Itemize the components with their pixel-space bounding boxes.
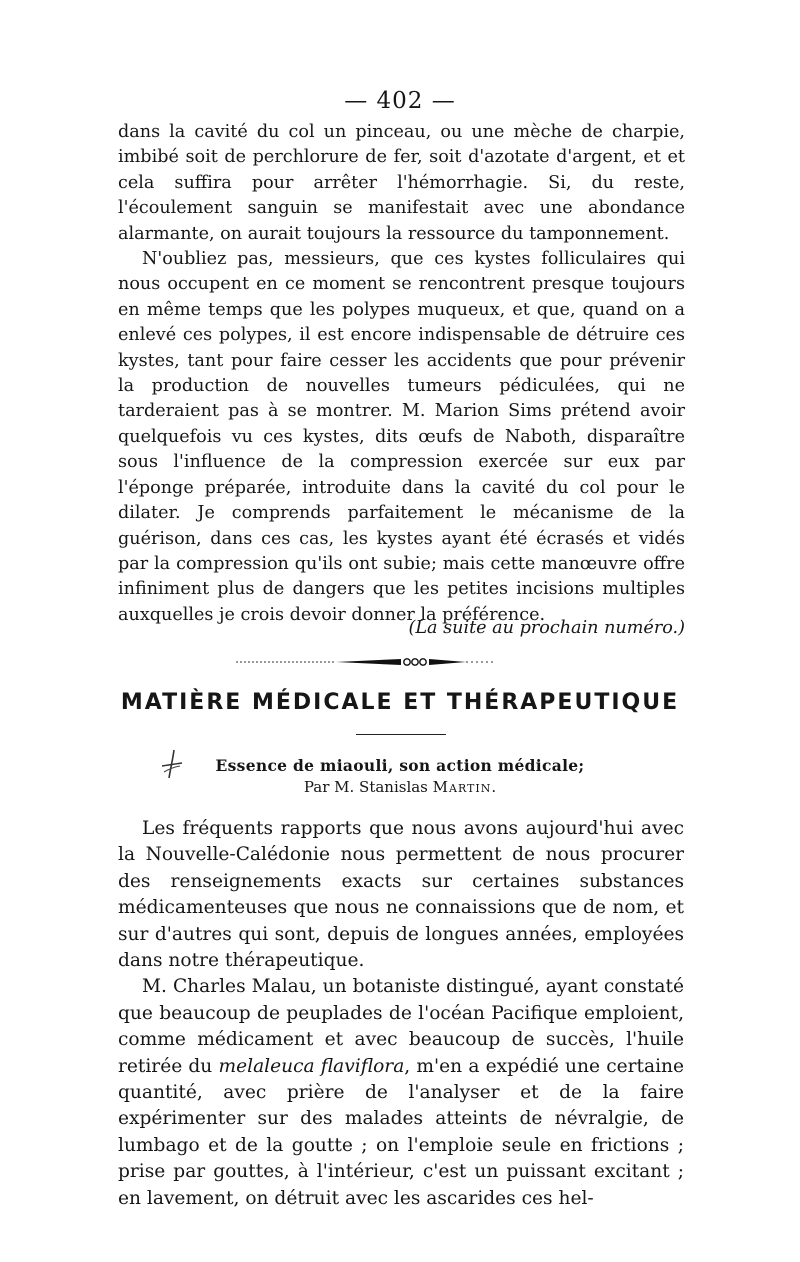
article-paragraph — [118, 974, 684, 1212]
species-name: melaleuca flaviflora — [218, 1055, 405, 1077]
page-number: — 402 — — [344, 88, 456, 114]
previous-article-paragraph: dans la cavité du col un pinceau, ou une mèche de charpie, imbibé soit de perchlorure de fer, soit d'azotate d'argent, et et cela suffira pour arrêter l'hémorrhagie. Si, du reste, l'écoulement sanguin se manifestait avec une abondance alarmante, on aurait toujours la ressource du tamponnement. — [118, 122, 685, 244]
article-body — [118, 816, 684, 1212]
section-title: MATIÈRE MÉDICALE ET THÉRAPEUTIQUE — [120, 690, 680, 715]
title-rule — [356, 734, 446, 735]
byline-suffix: . — [491, 778, 497, 796]
ornamental-divider — [236, 655, 496, 669]
article-title: Essence de miaouli, son action médicale; — [215, 756, 585, 775]
previous-article-text — [118, 120, 685, 628]
paragraph-text: , m'en a expédié une certaine quantité, avec prière de l'analyser et de la faire expérimenter sur des malades atteints de névralgie, de lumbago et de la goutte ; on l'emploie seule en frictions ; prise par gouttes, à l'intérieur, c'est un puissant excitant ; en lavement, on détruit avec les ascarides ces hel- — [118, 1055, 685, 1209]
article-paragraph: Les fréquents rapports que nous avons aujourd'hui avec la Nouvelle-Calédonie nous permettent de nous procurer des renseignements exacts sur certaines substances médicamenteuses que nous ne connaissions que de nom, et sur d'autres qui sont, depuis de longues années, employées dans notre thérapeutique. — [118, 818, 684, 972]
paragraph-text: M. Charles Malau, un botaniste distingué, ayant constaté que beaucoup de peuplades de l'océan Pacifique emploient, comme médicament et avec beaucoup de succès, l'huile retirée du — [118, 976, 684, 1077]
byline-prefix: Par M. Stanislas — [303, 778, 433, 796]
article-byline — [0, 778, 800, 796]
byline-author: Martin — [432, 778, 492, 796]
previous-article-paragraph: N'oubliez pas, messieurs, que ces kystes folliculaires qui nous occupent en ce moment se rencontrent presque toujours en même temps que les polypes muqueux, et que, quand on a enlevé ces polypes, il est encore indispensable de détruire ces kystes, tant pour faire cesser les accidents que pour prévenir la production de nouvelles tumeurs pédiculées, qui ne tarderaient pas à se montrer. M. Marion Sims prétend avoir quelquefois vu ces kystes, dits œufs de Naboth, disparaître sous l'influence de la compression exercée sur eux par l'éponge préparée, introduite dans la cavité du col pour le dilater. Je comprends parfaitement le mécanisme de la guérison, dans ces cas, les kystes ayant été écrasés et vidés par la compression qu'ils ont subie; mais cette manœuvre offre infiniment plus de dangers que les petites incisions multiples auxquelles je crois devoir donner la préférence. — [118, 249, 685, 625]
continuation-note: (La suite au prochain numéro.) — [408, 618, 685, 638]
